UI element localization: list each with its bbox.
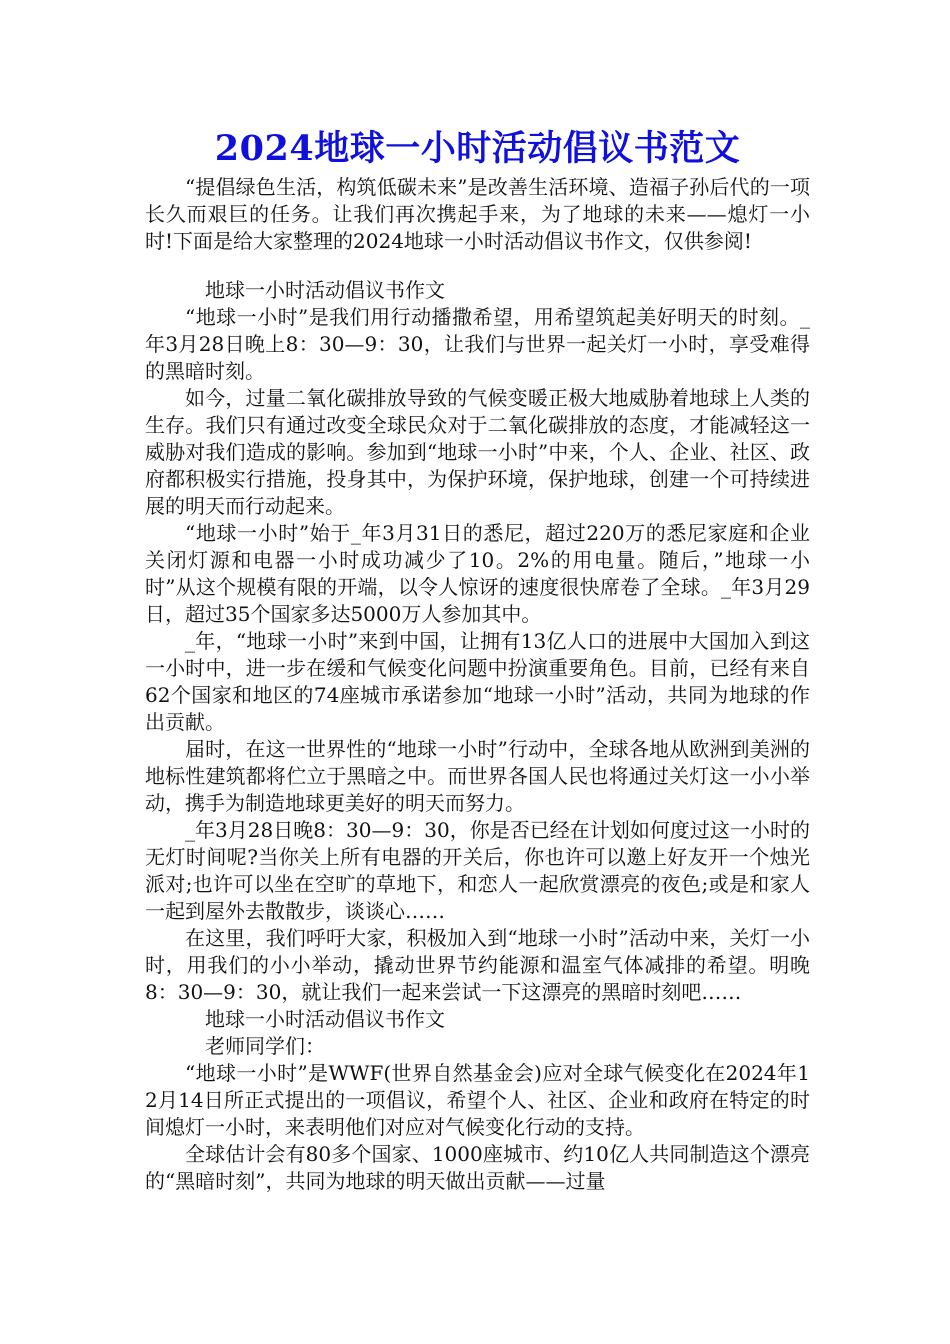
section-heading-2: 地球一小时活动倡议书作文 xyxy=(205,1007,445,1031)
body-paragraph: “地球一小时”是我们用行动播撒希望，用希望筑起美好明天的时刻。_年3月28日晚上8：30—9：30，让我们与世界一起关灯一小时，享受难得的黑暗时刻。 xyxy=(145,305,810,383)
body-paragraph: _年3月28日晚8：30—9：30，你是否已经在计划如何度过这一小时的无灯时间呢?当你关上所有电器的开关后，你也许可以邀上好友开一个烛光派对;也许可以坐在空旷的草地下，和恋人一起欣赏漂亮的夜色;或是和家人一起到屋外去散散步，谈谈心…… xyxy=(145,818,810,923)
section-heading-1: 地球一小时活动倡议书作文 xyxy=(205,278,445,302)
body-paragraph: 全球估计会有80多个国家、1000座城市、约10亿人共同制造这个漂亮的“黑暗时刻”，共同为地球的明天做出贡献——过量 xyxy=(145,1142,810,1193)
body-paragraph: “地球一小时”始于_年3月31日的悉尼，超过220万的悉尼家庭和企业关闭灯源和电器一小时成功减少了10。2%的用电量。随后，”地球一小时”从这个规模有限的开端，以令人惊讶的速度很快席卷了全球。_年3月29日，超过35个国家多达5000万人参加其中。 xyxy=(145,521,810,626)
body-paragraph: “地球一小时”是WWF(世界自然基金会)应对全球气候变化在2024年12月14日所正式提出的一项倡议，希望个人、社区、企业和政府在特定的时间熄灯一小时，来表明他们对应对气候变化行动的支持。 xyxy=(145,1061,810,1139)
body-paragraph: 届时，在这一世界性的“地球一小时”行动中，全球各地从欧洲到美洲的地标性建筑都将伫立于黑暗之中。而世界各国人民也将通过关灯这一小小举动，携手为制造地球更美好的明天而努力。 xyxy=(145,737,810,815)
salutation: 老师同学们： xyxy=(205,1034,325,1058)
body-paragraph: _年，“地球一小时”来到中国，让拥有13亿人口的进展中大国加入到这一小时中，进一步在缓和气候变化问题中扮演重要角色。目前，已经有来自62个国家和地区的74座城市承诺参加“地球一小时”活动，共同为地球的作出贡献。 xyxy=(145,629,810,734)
intro-paragraph: “提倡绿色生活，构筑低碳未来”是改善生活环境、造福子孙后代的一项长久而艰巨的任务。让我们再次携起手来，为了地球的未来——熄灯一小时!下面是给大家整理的2024地球一小时活动倡议书作文，仅供参阅! xyxy=(145,175,810,253)
body-paragraph: 在这里，我们呼吁大家，积极加入到“地球一小时”活动中来，关灯一小时，用我们的小小举动，撬动世界节约能源和温室气体减排的希望。明晚8：30—9：30，就让我们一起来尝试一下这漂亮的黑暗时刻吧…… xyxy=(145,926,810,1004)
body-paragraph: 如今，过量二氧化碳排放导致的气候变暖正极大地威胁着地球上人类的生存。我们只有通过改变全球民众对于二氧化碳排放的态度，才能减轻这一威胁对我们造成的影响。参加到“地球一小时”中来，个人、企业、社区、政府都积极实行措施，投身其中，为保护环境，保护地球，创建一个可持续进展的明天而行动起来。 xyxy=(145,386,810,518)
document-title: 2024地球一小时活动倡议书范文 xyxy=(214,128,741,169)
document-body xyxy=(145,126,810,1195)
